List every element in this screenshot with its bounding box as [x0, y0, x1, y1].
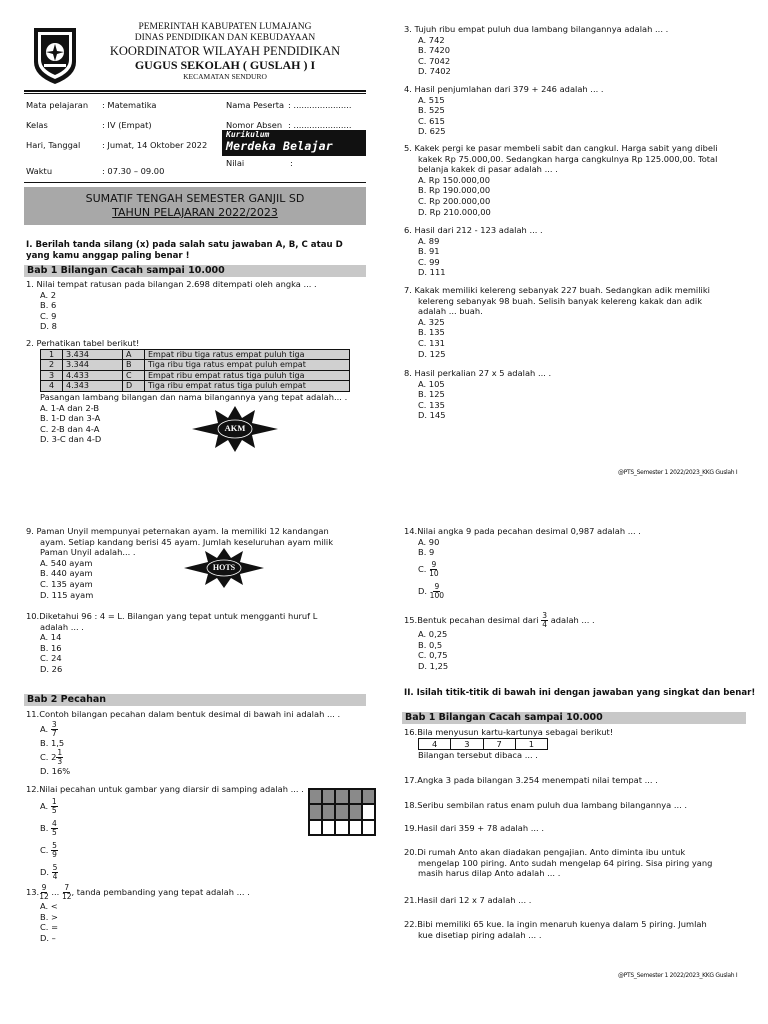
fraction	[541, 612, 548, 629]
fraction-denominator: 9	[52, 849, 57, 859]
question-7-option-d[interactable]: D. 125	[418, 348, 446, 359]
question-13-option-a[interactable]: A. <	[40, 901, 58, 911]
table-cell: 1	[41, 349, 63, 360]
question-12-option-b-prefix: B.	[40, 822, 49, 833]
question-2-option-c[interactable]: C. 2-B dan 4-A	[40, 423, 100, 434]
question-16-text: 16.Bila menyusun kartu-kartunya sebagai berikut!	[404, 727, 614, 737]
question-1	[26, 279, 366, 332]
question-11-text: 11.Contoh bilangan pecahan dalam bentuk desimal di bawah ini adalah ... .	[26, 709, 341, 719]
question-13-option-c[interactable]: C. =	[40, 922, 59, 933]
question-9-text-3: Paman Unyil adalah... .	[40, 547, 136, 558]
grid-cell	[335, 820, 348, 835]
grid-cell	[349, 804, 362, 819]
question-4-option-a[interactable]: A. 515	[418, 94, 445, 105]
grid-cell	[362, 820, 375, 835]
question-3-option-b[interactable]: B. 7420	[418, 45, 451, 56]
question-19: 19.Hasil dari 359 + 78 adalah ... .	[404, 823, 544, 833]
question-15-option-a[interactable]: A. 0,25	[418, 629, 448, 639]
question-14-option-b[interactable]: B. 9	[418, 547, 435, 558]
fraction-denominator: 3	[57, 757, 63, 767]
question-10-option-b[interactable]: B. 16	[40, 642, 62, 653]
question-6	[404, 225, 744, 278]
question-14-option-c-prefix: C.	[418, 563, 427, 574]
question-10-option-d[interactable]: D. 26	[40, 663, 63, 674]
question-21: 21.Hasil dari 12 x 7 adalah ... .	[404, 895, 532, 905]
question-6-option-d[interactable]: D. 111	[418, 267, 446, 278]
question-1-option-d[interactable]: D. 8	[40, 321, 57, 332]
question-5-option-c[interactable]: C. Rp 200.000,00	[418, 195, 491, 206]
question-8-option-d[interactable]: D. 145	[418, 410, 446, 421]
mapel-label: Mata pelajaran	[26, 100, 89, 110]
kurikulum-big: Merdeka Belajar	[226, 139, 333, 153]
title-line-1: SUMATIF TENGAH SEMESTER GANJIL SD	[85, 192, 305, 205]
question-16-prompt: Bilangan tersebut dibaca ... .	[418, 749, 538, 760]
fraction-numerator: 3	[51, 719, 57, 729]
kabupaten-logo	[30, 24, 80, 86]
number-cards	[418, 738, 548, 750]
question-11	[26, 709, 366, 777]
question-13-option-d[interactable]: D. –	[40, 932, 56, 943]
fraction	[429, 561, 439, 578]
fraction-denominator: 12	[39, 892, 49, 901]
fraction	[39, 884, 49, 901]
table-cell: 4	[41, 381, 63, 392]
question-2-text: 2. Perhatikan tabel berikut!	[26, 338, 140, 348]
fraction-numerator: 1	[57, 748, 63, 758]
question-16	[404, 727, 744, 760]
grid-cell	[349, 789, 362, 804]
question-17: 17.Angka 3 pada bilangan 3.254 menempati nilai tempat ... .	[404, 775, 658, 785]
question-8-text: 8. Hasil perkalian 27 x 5 adalah ... .	[404, 368, 552, 378]
hari-value: : Jumat, 14 Oktober 2022	[102, 140, 208, 150]
fraction-denominator: 5	[51, 827, 57, 837]
question-15-text-post: adalah ... .	[550, 615, 595, 625]
header-line-1: PEMERINTAH KABUPATEN LUMAJANG	[138, 22, 312, 32]
nama-label: Nama Peserta	[226, 100, 285, 110]
fraction	[62, 884, 72, 901]
fraction-numerator: 5	[52, 840, 57, 850]
question-11-option-c-prefix: C. 2	[40, 752, 57, 763]
table-row	[41, 360, 350, 371]
question-20-text-1: 20.Di rumah Anto akan diadakan pengajian. Anto diminta ibu untuk	[404, 847, 686, 857]
title-line-2: TAHUN PELAJARAN 2022/2023	[112, 206, 278, 219]
nilai-label: Nilai	[226, 158, 245, 168]
question-15	[404, 611, 744, 671]
info-divider	[24, 182, 366, 183]
waktu-label: Waktu	[26, 166, 53, 176]
grid-cell	[309, 804, 322, 819]
instruction-1: I. Berilah tanda silang (x) pada salah satu jawaban A, B, C atau D yang kamu anggap paling benar !	[26, 240, 343, 261]
question-9-text-1: 9. Paman Unyil mempunyai peternakan ayam. Ia memiliki 12 kandangan	[26, 526, 329, 536]
question-7-option-b[interactable]: B. 135	[418, 327, 445, 338]
grid-cell	[349, 820, 362, 835]
question-4-text: 4. Hasil penjumlahan dari 379 + 246 adalah ... .	[404, 84, 604, 94]
table-cell: 3.434	[63, 349, 123, 360]
question-8-option-c[interactable]: C. 135	[418, 399, 445, 410]
question-13-text	[26, 883, 366, 901]
question-6-option-b[interactable]: B. 91	[418, 246, 440, 257]
header-divider	[24, 90, 366, 92]
fraction	[51, 820, 58, 837]
question-6-option-c[interactable]: C. 99	[418, 256, 440, 267]
question-4-option-d[interactable]: D. 625	[418, 126, 446, 137]
kelas-value: : IV (Empat)	[102, 120, 152, 130]
table-cell: A	[123, 349, 145, 360]
grid-cell	[309, 820, 322, 835]
fraction-denominator: 7	[51, 728, 57, 738]
question-12-option-c-prefix: C.	[40, 844, 49, 855]
absen-value: : ......................	[288, 120, 352, 130]
question-10-option-c[interactable]: C. 24	[40, 653, 62, 664]
question-14-option-d[interactable]	[404, 580, 744, 602]
question-2-option-a[interactable]: A. 1-A dan 2-B	[40, 402, 100, 413]
question-9-text-2: ayam. Setiap kandang berisi 45 ayam. Jumlah keseluruhan ayam milik	[40, 536, 334, 547]
question-12-option-d[interactable]	[26, 861, 366, 883]
akm-label: AKM	[224, 423, 246, 433]
fraction-numerator: 9	[434, 581, 440, 591]
question-22-text-1: 22.Bibi memiliki 65 kue. Ia ingin menaruh kuenya dalam 5 piring. Jumlah	[404, 919, 707, 929]
question-14-option-c[interactable]	[404, 558, 744, 580]
header-line-2: DINAS PENDIDIKAN DAN KEBUDAYAAN	[134, 33, 316, 43]
question-2-prompt: Pasangan lambang bilangan dan nama bilangannya yang tepat adalah... .	[40, 391, 348, 402]
grid-cell	[362, 804, 375, 819]
question-1-text: 1. Nilai tempat ratusan pada bilangan 2.698 ditempati oleh angka ... .	[26, 279, 317, 289]
grid-cell	[322, 804, 335, 819]
question-12-option-a-prefix: A.	[40, 800, 49, 811]
question-5-option-b[interactable]: B. Rp 190.000,00	[418, 185, 491, 196]
question-3	[404, 24, 744, 77]
question-14	[404, 526, 744, 602]
grid-cell	[322, 820, 335, 835]
question-1-option-c[interactable]: C. 9	[40, 310, 57, 321]
question-7-option-c[interactable]: C. 131	[418, 337, 445, 348]
question-4-option-b[interactable]: B. 525	[418, 105, 445, 116]
question-2-option-d[interactable]: D. 3-C dan 4-D	[40, 434, 102, 445]
question-5-text-2: kakek Rp 75.000,00. Sedangkan harga cangkulnya Rp 125.000,00. Total	[418, 153, 718, 164]
fraction-numerator: 9	[41, 883, 47, 892]
table-cell: C	[123, 370, 145, 381]
grid-cell	[335, 789, 348, 804]
fraction-numerator: 9	[431, 559, 437, 569]
question-9-option-c[interactable]: C. 135 ayam	[40, 578, 93, 589]
question-12-option-c[interactable]	[26, 839, 366, 861]
grid-cell	[362, 789, 375, 804]
table-cell: B	[123, 360, 145, 371]
fraction	[51, 721, 58, 738]
kurikulum-small: Kurikulum	[226, 130, 270, 139]
question-14-option-a[interactable]: A. 90	[418, 536, 440, 547]
absen-label: Nomor Absen	[226, 120, 283, 130]
number-card: 4	[419, 738, 451, 749]
kelas-label: Kelas	[26, 120, 48, 130]
mapel-value: : Matematika	[102, 100, 157, 110]
question-7-text-2: kelereng sebanyak 98 buah. Selisih banyak kelereng kakak dan adik	[418, 295, 703, 306]
header-line-5: KECAMATAN SENDURO	[183, 72, 267, 81]
question-10	[26, 611, 366, 675]
fraction-denominator: 4	[542, 620, 548, 629]
question-5-text-1: 5. Kakek pergi ke pasar membeli sabit dan cangkul. Harga sabit yang dibeli	[404, 143, 718, 153]
question-8-option-a[interactable]: A. 105	[418, 378, 445, 389]
fraction-denominator: 100	[429, 590, 444, 600]
question-13-suffix: , tanda pembanding yang tepat adalah ... .	[71, 887, 250, 897]
question-11-option-c[interactable]	[26, 748, 366, 766]
hots-badge	[184, 548, 264, 588]
fraction	[51, 842, 58, 859]
question-13-prefix: 13.	[26, 887, 40, 897]
table-cell: Empat ribu tiga ratus empat puluh tiga	[145, 349, 350, 360]
question-5	[404, 143, 744, 217]
nama-value: : ......................	[288, 100, 352, 110]
fraction	[56, 749, 63, 766]
table-cell: Empat ribu empat ratus tiga puluh tiga	[145, 370, 350, 381]
question-9-option-d[interactable]: D. 115 ayam	[40, 589, 94, 600]
question-10-option-a[interactable]: A. 14	[40, 632, 62, 643]
question-9-option-b[interactable]: B. 440 ayam	[40, 568, 93, 579]
question-5-option-d[interactable]: D. Rp 210.000,00	[418, 206, 491, 217]
fraction-numerator: 7	[64, 883, 70, 892]
hots-label: HOTS	[212, 563, 236, 572]
question-7-option-a[interactable]: A. 325	[418, 316, 445, 327]
question-15-option-b[interactable]: B. 0,5	[418, 639, 443, 650]
question-20-text-3: masih harus dilap Anto adalah ... .	[418, 868, 561, 879]
fraction-numerator: 5	[52, 862, 58, 872]
question-13-option-b[interactable]: B. >	[40, 911, 58, 922]
table-cell: 4.343	[63, 381, 123, 392]
question-15-option-c[interactable]: C. 0,75	[418, 650, 448, 661]
fraction	[52, 864, 59, 881]
question-9-option-a[interactable]: A. 540 ayam	[40, 557, 93, 568]
number-card: 1	[516, 738, 548, 749]
question-2-table	[40, 349, 350, 392]
question-6-text: 6. Hasil dari 212 - 123 adalah ... .	[404, 225, 543, 235]
table-cell: Tiga ribu tiga ratus empat puluh empat	[145, 360, 350, 371]
question-10-text-1: 10.Diketahui 96 : 4 = L. Bilangan yang tepat untuk mengganti huruf L	[26, 611, 318, 621]
fraction	[430, 583, 444, 600]
question-22-text-2: kue disetiap piring adalah ... .	[418, 929, 542, 940]
number-card: 3	[451, 738, 483, 749]
fraction-numerator: 3	[542, 611, 548, 620]
question-13	[26, 883, 366, 943]
shaded-fraction-grid	[308, 788, 376, 836]
table-cell: 3	[41, 370, 63, 381]
table-cell: 2	[41, 360, 63, 371]
question-8-option-b[interactable]: B. 125	[418, 389, 445, 400]
question-1-option-a[interactable]: A. 2	[40, 289, 57, 300]
akm-badge	[192, 406, 278, 452]
question-3-option-a[interactable]: A. 742	[418, 34, 445, 45]
table-row	[41, 370, 350, 381]
question-20	[404, 847, 744, 879]
question-4-option-c[interactable]: C. 615	[418, 115, 445, 126]
question-5-text-3: belanja kakek di pasar adalah ... .	[418, 164, 558, 175]
question-15-option-d[interactable]: D. 1,25	[418, 660, 449, 671]
question-8	[404, 368, 744, 421]
header-line-3: KOORDINATOR WILAYAH PENDIDIKAN	[109, 44, 341, 58]
question-2-option-b[interactable]: B. 1-D dan 3-A	[40, 413, 101, 424]
table-cell: Tiga ribu empat ratus tiga puluh empat	[145, 381, 350, 392]
question-14-text: 14.Nilai angka 9 pada pecahan desimal 0,987 adalah ... .	[404, 526, 641, 536]
question-11-option-a[interactable]	[26, 720, 366, 738]
nilai-value: :	[290, 158, 293, 168]
question-13-dots: ...	[51, 887, 60, 897]
kurikulum-merdeka-badge	[222, 130, 366, 156]
bab2-heading: Bab 2 Pecahan	[24, 694, 366, 706]
bab1-heading-2: Bab 1 Bilangan Cacah sampai 10.000	[402, 712, 746, 724]
table-row	[41, 381, 350, 392]
waktu-value: : 07.30 – 09.00	[102, 166, 165, 176]
question-3-option-c[interactable]: C. 7042	[418, 55, 451, 66]
fraction-denominator: 4	[52, 871, 58, 881]
page-2-footer: @PTS_Semester 1 2022/2023_KKG Guslah I	[618, 972, 738, 979]
question-11-option-a-prefix: A.	[40, 723, 49, 734]
header-divider-thin	[24, 93, 366, 94]
table-cell: 4.433	[63, 370, 123, 381]
question-3-option-d[interactable]: D. 7402	[418, 66, 451, 77]
header-line-4: GUGUS SEKOLAH ( GUSLAH ) I	[134, 58, 316, 72]
question-10-text-2: adalah ... .	[40, 621, 84, 632]
question-7-text-3: adalah ... buah.	[418, 306, 483, 317]
question-14-option-d-prefix: D.	[418, 585, 428, 596]
question-20-text-2: mengelap 100 piring. Anto sudah mengelap 64 piring. Sisa piring yang	[418, 857, 713, 868]
fraction-denominator: 5	[51, 805, 57, 815]
page-1-footer: @PTS_Semester 1 2022/2023_KKG Guslah I	[618, 469, 738, 476]
grid-cell	[309, 789, 322, 804]
fraction	[51, 798, 58, 815]
question-12-text: 12.Nilai pecahan untuk gambar yang diarsir di samping adalah ... .	[26, 784, 304, 794]
question-12-option-d-prefix: D.	[40, 866, 50, 877]
instruction-2: II. Isilah titik-titik di bawah ini dengan jawaban yang singkat dan benar!	[404, 688, 756, 698]
question-18: 18.Seribu sembilan ratus enam puluh dua lambang bilangannya ... .	[404, 800, 688, 810]
table-cell: 3.344	[63, 360, 123, 371]
question-22	[404, 919, 744, 940]
question-11-option-d[interactable]: D. 16%	[40, 766, 71, 777]
bab1-heading: Bab 1 Bilangan Cacah sampai 10.000	[24, 265, 366, 277]
fraction-denominator: 12	[61, 892, 72, 901]
question-15-text	[404, 611, 744, 629]
fraction-denominator: 10	[429, 568, 439, 578]
question-3-text: 3. Tujuh ribu empat puluh dua lambang bilangannya adalah ... .	[404, 24, 669, 34]
question-11-option-b[interactable]: B. 1,5	[40, 737, 65, 748]
question-5-option-a[interactable]: A. Rp 150.000,00	[418, 174, 490, 185]
hari-label: Hari, Tanggal	[26, 140, 81, 150]
question-1-option-b[interactable]: B. 6	[40, 300, 57, 311]
question-7-text-1: 7. Kakak memiliki kelereng sebanyak 227 buah. Sedangkan adik memiliki	[404, 285, 710, 295]
fraction-numerator: 1	[51, 796, 57, 806]
grid-cell	[322, 789, 335, 804]
table-cell: D	[123, 381, 145, 392]
number-card: 7	[484, 738, 516, 749]
table-row	[41, 349, 350, 360]
question-6-option-a[interactable]: A. 89	[418, 235, 440, 246]
grid-cell	[335, 804, 348, 819]
question-4	[404, 84, 744, 137]
title-box	[24, 187, 366, 225]
question-15-text-pre: 15.Bentuk pecahan desimal dari	[404, 615, 539, 625]
question-7	[404, 285, 744, 359]
fraction-numerator: 4	[51, 818, 57, 828]
